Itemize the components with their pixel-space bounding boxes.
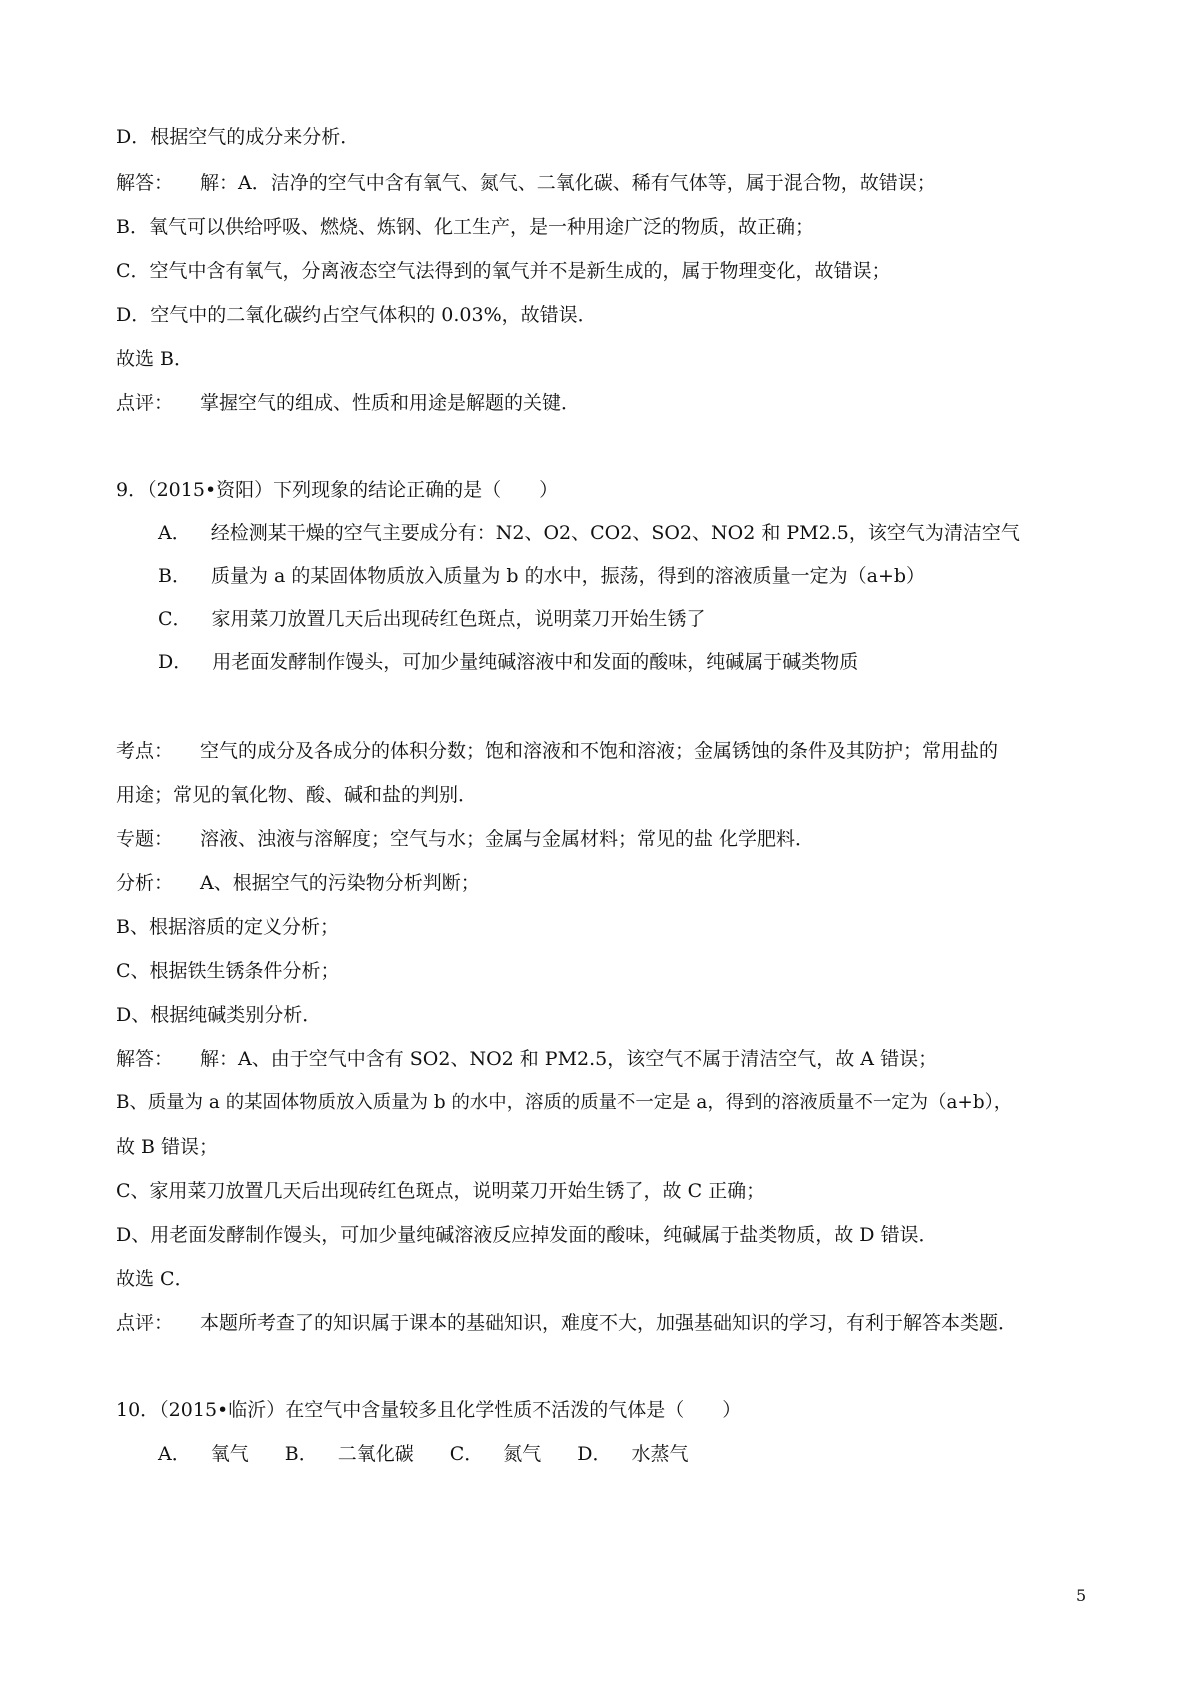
option-letter: B． — [158, 565, 191, 587]
option-text: 二氧化碳 — [337, 1443, 414, 1465]
jieda-b1: B、质量为 a 的某固体物质放入质量为 b 的水中，溶质的质量不一定是 a，得到的溶液质量不一定为（a+b）， — [116, 1092, 1013, 1113]
kaodian-line-1 — [116, 738, 998, 764]
comment-label: 点评： — [116, 392, 174, 414]
jieda-line — [116, 1046, 937, 1072]
option-letter: D． — [158, 651, 193, 673]
q9-option-d — [158, 649, 858, 675]
q9-choice: 故选 C． — [116, 1268, 194, 1290]
option-text: 氧气 — [210, 1443, 249, 1465]
option-text: 经检测某干燥的空气主要成分有：N2、O2、CO2、SO2、NO2 和 PM2.5，该空气为清洁空气 — [210, 522, 1020, 544]
zhuanti-label: 专题： — [116, 828, 174, 850]
option-text: 水蒸气 — [631, 1443, 689, 1465]
q9-option-a — [158, 520, 1020, 546]
option-text: 用老面发酵制作馒头，可加少量纯碱溶液中和发面的酸味，纯碱属于碱类物质 — [212, 651, 859, 673]
fenxi-a: A、根据空气的污染物分析判断； — [200, 872, 480, 894]
fenxi-line — [116, 870, 480, 896]
kaodian-text-1: 空气的成分及各成分的体积分数；饱和溶液和不饱和溶液；金属锈蚀的条件及其防护；常用盐的 — [200, 740, 999, 762]
option-text: 质量为 a 的某固体物质放入质量为 b 的水中，振荡，得到的溶液质量一定为（a+b） — [210, 565, 926, 587]
fenxi-label: 分析： — [116, 872, 174, 894]
dianping-line — [116, 1310, 1017, 1336]
page-number: 5 — [1076, 1586, 1087, 1605]
jieda-c: C、家用菜刀放置几天后出现砖红色斑点，说明菜刀开始生锈了，故 C 正确； — [116, 1180, 766, 1202]
option-letter: C． — [449, 1443, 484, 1465]
kaodian-text-2: 用途；常见的氧化物、酸、碱和盐的判别． — [116, 784, 478, 806]
answer-d: D．空气中的二氧化碳约占空气体积的 0.03%，故错误． — [116, 304, 597, 326]
answer-line-a — [116, 170, 936, 196]
dianping-label: 点评： — [116, 1312, 174, 1334]
q9-option-b — [158, 563, 925, 589]
answer-b: B．氧气可以供给呼吸、燃烧、炼钢、化工生产，是一种用途广泛的物质，故正确； — [116, 216, 814, 238]
jieda-d: D、用老面发酵制作馒头，可加少量纯碱溶液反应掉发面的酸味，纯碱属于盐类物质，故 D 错误． — [116, 1224, 938, 1246]
q9-stem: 9．（2015•资阳）下列现象的结论正确的是（ ） — [116, 479, 559, 501]
jieda-a: 解：A、由于空气中含有 SO2、NO2 和 PM2.5，该空气不属于清洁空气，故 A 错误； — [200, 1048, 938, 1070]
option-letter: A． — [158, 1443, 191, 1465]
q10-stem: 10．（2015•临沂）在空气中含量较多且化学性质不活泼的气体是（ ） — [116, 1399, 742, 1421]
option-letter: B． — [284, 1443, 318, 1465]
answer-label: 解答： — [116, 172, 174, 194]
fenxi-c: C、根据铁生锈条件分析； — [116, 960, 340, 982]
jieda-b2: 故 B 错误； — [116, 1136, 219, 1158]
option-letter: D． — [577, 1443, 612, 1465]
answer-c: C．空气中含有氧气，分离液态空气法得到的氧气并不是新生成的，属于物理变化，故错误； — [116, 260, 891, 282]
answer-a: 解：A．洁净的空气中含有氧气、氮气、二氧化碳、稀有气体等，属于混合物，故错误； — [200, 172, 936, 194]
comment-text: 掌握空气的组成、性质和用途是解题的关键． — [200, 392, 581, 414]
q9-option-c — [158, 606, 706, 632]
fenxi-d: D、根据纯碱类别分析． — [116, 1004, 322, 1026]
analysis-d: D．根据空气的成分来分析． — [116, 126, 360, 148]
dianping-text: 本题所考查了的知识属于课本的基础知识，难度不大，加强基础知识的学习，有利于解答本类题． — [200, 1312, 1018, 1334]
zhuanti-text: 溶液、浊液与溶解度；空气与水；金属与金属材料；常见的盐 化学肥料． — [200, 828, 815, 850]
jieda-label: 解答： — [116, 1048, 174, 1070]
comment-line — [116, 390, 580, 416]
option-letter: C． — [158, 608, 192, 630]
answer-choice: 故选 B． — [116, 348, 194, 370]
q10-options — [158, 1441, 689, 1467]
option-text: 家用菜刀放置几天后出现砖红色斑点，说明菜刀开始生锈了 — [211, 608, 706, 630]
zhuanti-line — [116, 826, 814, 852]
kaodian-label: 考点： — [116, 740, 174, 762]
option-text: 氮气 — [503, 1443, 542, 1465]
fenxi-b: B、根据溶质的定义分析； — [116, 916, 339, 938]
option-letter: A． — [158, 522, 191, 544]
